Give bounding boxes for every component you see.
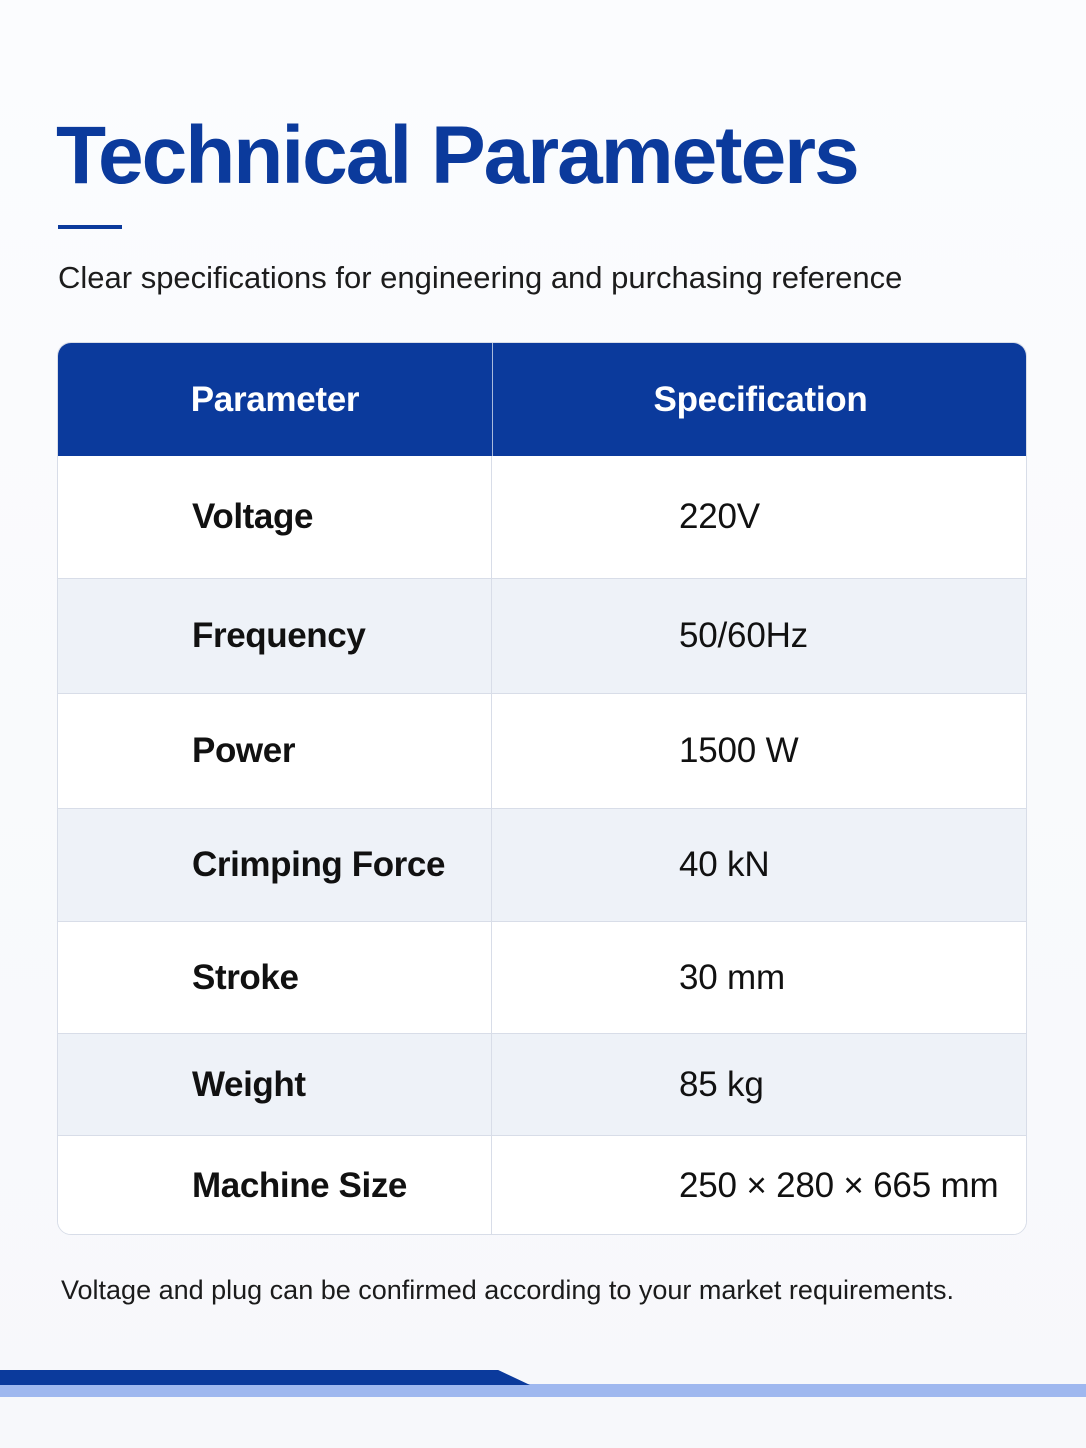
specification-cell: 85 kg	[679, 1064, 764, 1104]
table-row	[58, 1033, 1026, 1135]
specification-cell: 40 kN	[679, 845, 770, 884]
footer-dark-band	[0, 1370, 530, 1385]
table-row	[58, 578, 1026, 693]
table-row	[58, 808, 1026, 921]
parameter-cell: Frequency	[58, 579, 492, 693]
parameter-column-header: Parameter	[190, 379, 360, 419]
specification-cell: 220V	[679, 497, 760, 536]
page-subtitle: Clear specifications for engineering and purchasing reference	[58, 260, 903, 295]
parameter-cell: Weight	[58, 1034, 492, 1135]
table-row	[58, 456, 1026, 578]
table-row	[58, 921, 1026, 1033]
footnote: Voltage and plug can be confirmed according to your market requirements.	[61, 1275, 955, 1305]
title-underline	[58, 225, 122, 229]
table-header	[58, 343, 1026, 456]
specification-column-header: Specification	[492, 343, 1027, 456]
table-body	[58, 456, 1026, 1235]
parameter-cell: Power	[58, 694, 492, 808]
page-title: Technical Parameters	[56, 110, 858, 201]
table-row	[58, 693, 1026, 808]
technical-parameters-table	[57, 342, 1027, 1235]
footer-light-band	[0, 1384, 1086, 1397]
specification-cell: 1500 W	[679, 731, 799, 770]
parameter-cell: Voltage	[58, 456, 492, 578]
table-row	[58, 1135, 1026, 1235]
footer-decoration	[0, 1370, 1086, 1404]
specification-cell: 30 mm	[679, 957, 785, 997]
parameter-cell: Stroke	[58, 922, 492, 1033]
specification-cell: 250 × 280 × 665 mm	[679, 1166, 999, 1205]
parameter-cell: Crimping Force	[58, 809, 492, 921]
specification-cell: 50/60Hz	[679, 616, 808, 655]
parameter-cell: Machine Size	[58, 1136, 492, 1235]
